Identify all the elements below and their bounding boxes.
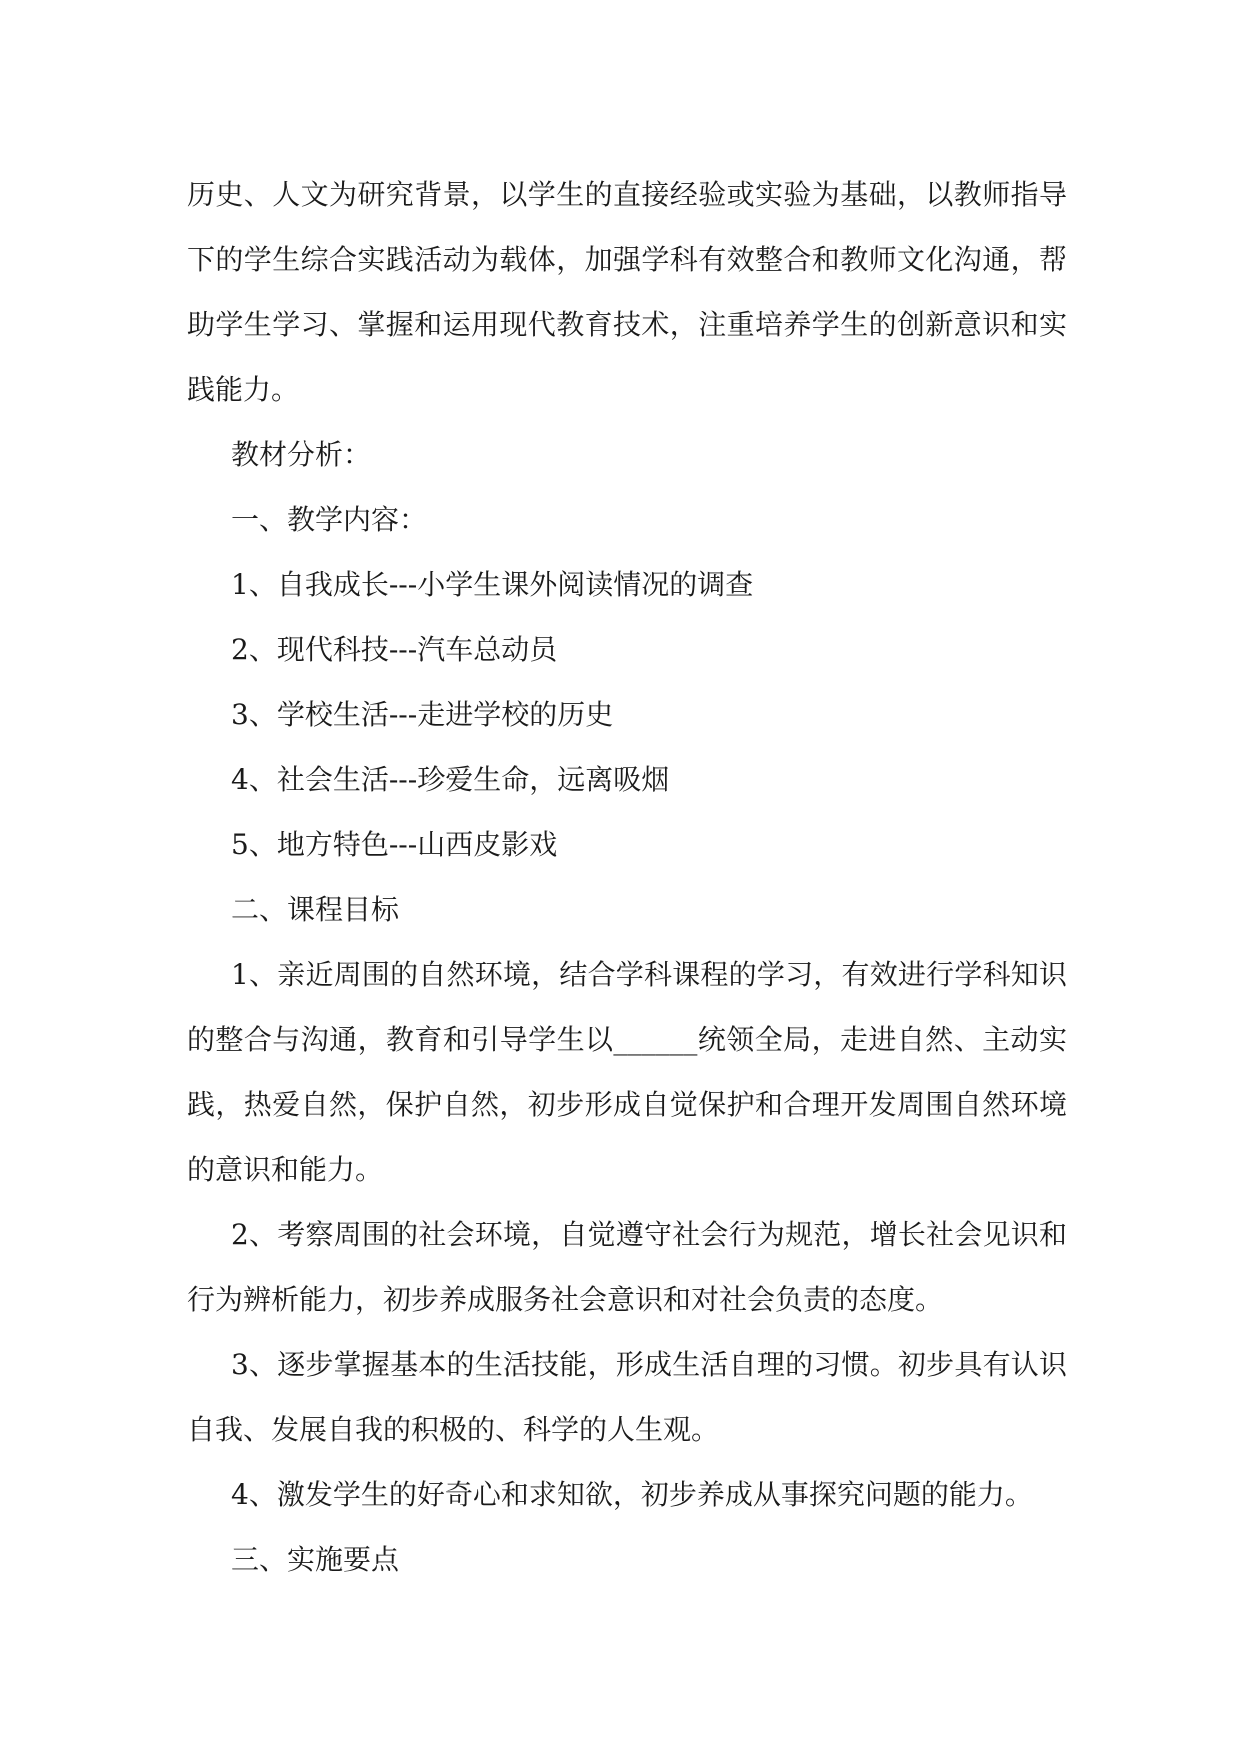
heading-teaching-content: 一、教学内容： — [231, 503, 428, 536]
document-body — [187, 162, 1067, 1592]
list-item: 4、社会生活---珍爱生命，远离吸烟 — [231, 763, 670, 796]
list-item: 5、地方特色---山西皮影戏 — [231, 828, 558, 861]
list-item: 3、学校生活---走进学校的历史 — [231, 698, 614, 731]
heading-textbook-analysis: 教材分析： — [231, 438, 372, 471]
goal-item: 2、考察周围的社会环境，自觉遵守社会行为规范，增长社会见识和行为辨析能力，初步养成服务社会意识和对社会负责的态度。 — [187, 1218, 1067, 1316]
paragraph-intro: 历史、人文为研究背景，以学生的直接经验或实验为基础，以教师指导下的学生综合实践活动为载体，加强学科有效整合和教师文化沟通，帮助学生学习、掌握和运用现代教育技术，注重培养学生的创新意识和实践能力。 — [187, 178, 1067, 406]
goal-item: 3、逐步掌握基本的生活技能，形成生活自理的习惯。初步具有认识自我、发展自我的积极的、科学的人生观。 — [187, 1348, 1067, 1446]
goal-item: 1、亲近周围的自然环境，结合学科课程的学习，有效进行学科知识的整合与沟通，教育和引导学生以______统领全局，走进自然、主动实践，热爱自然，保护自然，初步形成自觉保护和合理开发周围自然环境的意识和能力。 — [187, 958, 1067, 1186]
heading-implementation: 三、实施要点 — [231, 1543, 400, 1576]
heading-course-goals: 二、课程目标 — [231, 893, 400, 926]
list-item: 1、自我成长---小学生课外阅读情况的调查 — [231, 568, 754, 601]
list-item: 2、现代科技---汽车总动员 — [231, 633, 558, 666]
goal-item: 4、激发学生的好奇心和求知欲，初步养成从事探究问题的能力。 — [231, 1478, 1033, 1511]
